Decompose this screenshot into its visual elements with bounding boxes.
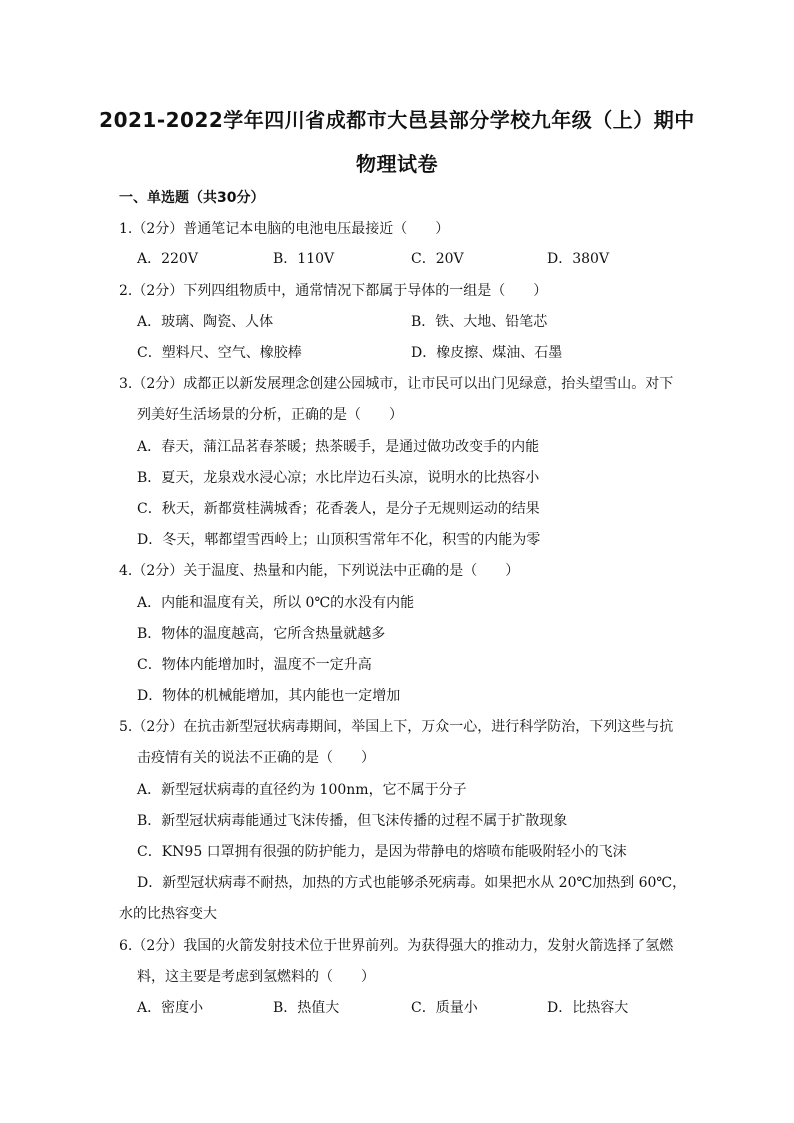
option-a: A．玻璃、陶瓷、人体 <box>137 314 274 330</box>
question-stem-cont: 列美好生活场景的分析，正确的是（ ） <box>137 407 403 423</box>
option-d: D．冬天，郫都望雪西岭上；山顶积雪常年不化，积雪的内能为零 <box>137 532 541 548</box>
option-b: B．新型冠状病毒能通过飞沫传播，但飞沫传播的过程不属于扩散现象 <box>137 813 568 829</box>
question-stem-cont: 料，这主要是考虑到氢燃料的（ ） <box>137 969 375 985</box>
option-d: D．物体的机械能增加，其内能也一定增加 <box>137 688 401 704</box>
option-c: C．秋天，新都赏桂满城香；花香袭人，是分子无规则运动的结果 <box>137 501 540 517</box>
question-stem: 5.（2分）在抗击新型冠状病毒期间，举国上下，万众一心，进行科学防治，下列这些与抗 <box>119 719 674 735</box>
option-d: D．380V <box>547 251 610 267</box>
option-b: B．热值大 <box>273 1000 340 1016</box>
option-d-cont: 水的比热容变大 <box>119 906 217 922</box>
option-b: B．物体的温度越高，它所含热量就越多 <box>137 626 386 642</box>
option-d: D．橡皮擦、煤油、石墨 <box>411 345 563 361</box>
question-stem: 4.（2分）关于温度、热量和内能，下列说法中正确的是（ ） <box>119 563 520 579</box>
question-stem-cont: 击疫情有关的说法不正确的是（ ） <box>137 750 375 766</box>
option-a: A．新型冠状病毒的直径约为 100nm，它不属于分子 <box>137 782 467 798</box>
option-a: A．密度小 <box>137 1000 204 1016</box>
option-b: B．铁、大地、铅笔芯 <box>411 314 548 330</box>
section-heading: 一、单选题（共30分） <box>119 190 265 206</box>
question-stem: 2.（2分）下列四组物质中，通常情况下都属于导体的一组是（ ） <box>119 283 548 299</box>
option-d: D．比热容大 <box>547 1000 629 1016</box>
option-a: A．内能和温度有关，所以 0℃的水没有内能 <box>137 595 415 611</box>
option-c: C．KN95 口罩拥有很强的防护能力，是因为带静电的熔喷布能吸附轻小的飞沫 <box>137 844 627 860</box>
option-a: A．春天，蒲江品茗春茶暖；热茶暖手，是通过做功改变手的内能 <box>137 439 540 455</box>
option-c: C．物体内能增加时，温度不一定升高 <box>137 657 372 673</box>
question-stem: 6.（2分）我国的火箭发射技术位于世界前列。为获得强大的推动力，发射火箭选择了氢燃 <box>119 938 674 954</box>
question-stem: 3.（2分）成都正以新发展理念创建公园城市，让市民可以出门见绿意，抬头望雪山。对下 <box>119 376 674 392</box>
option-a: A．220V <box>137 251 198 267</box>
option-c: C．20V <box>411 251 464 267</box>
option-c: C．塑料尺、空气、橡胶棒 <box>137 345 302 361</box>
page-subtitle: 物理试卷 <box>356 152 438 176</box>
question-stem: 1.（2分）普通笔记本电脑的电池电压最接近（ ） <box>119 221 450 237</box>
option-c: C．质量小 <box>411 1000 478 1016</box>
option-b: B．110V <box>273 251 335 267</box>
option-b: B．夏天，龙泉戏水浸心凉；水比岸边石头凉，说明水的比热容小 <box>137 470 540 486</box>
page-title: 2021-2022学年四川省成都市大邑县部分学校九年级（上）期中 <box>99 108 695 132</box>
option-d: D．新型冠状病毒不耐热，加热的方式也能够杀死病毒。如果把水从 20℃加热到 60℃， <box>137 875 687 891</box>
